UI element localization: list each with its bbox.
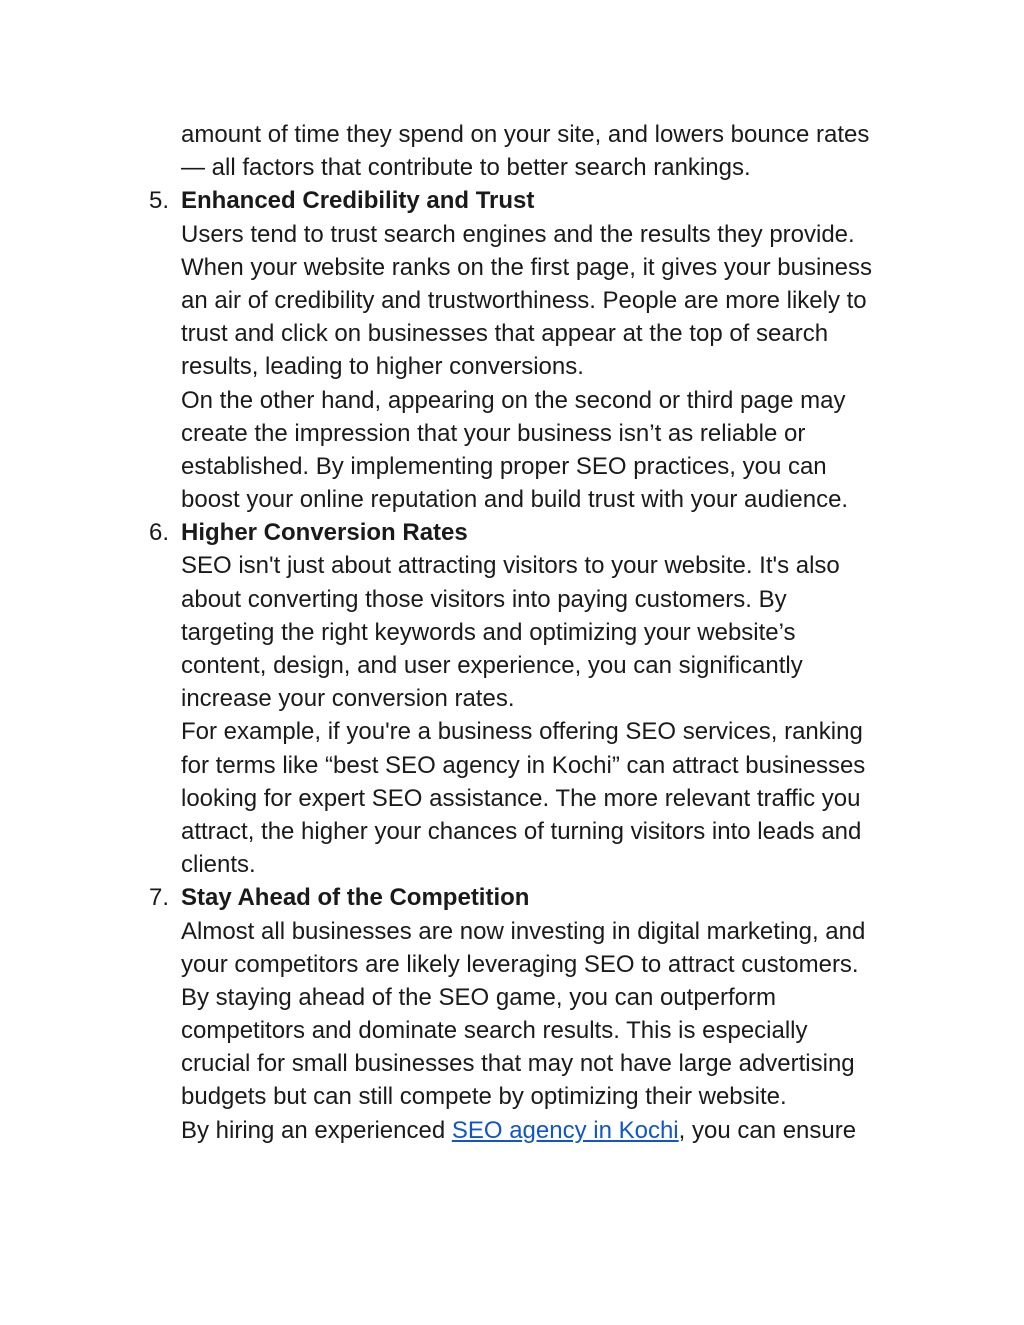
paragraph-line: your competitors are likely leveraging SEO to attract customers.	[181, 950, 859, 978]
paragraph-line: crucial for small businesses that may not have large advertising	[181, 1050, 855, 1078]
list-item-heading	[0, 184, 1024, 217]
paragraph-line: — all factors that contribute to better search rankings.	[181, 154, 751, 182]
paragraph-line: On the other hand, appearing on the second or third page may	[181, 386, 846, 414]
paragraph-line: create the impression that your business isn’t as reliable or	[181, 419, 806, 447]
paragraph-line: for terms like “best SEO agency in Kochi” can attract businesses	[181, 751, 866, 779]
document-body	[0, 118, 1024, 1147]
link-prefix-text: By hiring an experienced	[181, 1116, 452, 1144]
list-item-title: Higher Conversion Rates	[181, 519, 468, 547]
paragraph-line: SEO isn't just about attracting visitors to your website. It's also	[181, 552, 840, 580]
paragraph-line: budgets but can still compete by optimizing their website.	[181, 1083, 787, 1111]
paragraph-line: Almost all businesses are now investing in digital marketing, and	[181, 917, 866, 945]
paragraph-line: an air of credibility and trustworthiness. People are more likely to	[181, 286, 867, 314]
paragraph-line: clients.	[181, 851, 256, 879]
paragraph-line: established. By implementing proper SEO practices, you can	[181, 452, 827, 480]
paragraph-line: When your website ranks on the first page, it gives your business	[181, 253, 873, 281]
paragraph-line: competitors and dominate search results. This is especially	[181, 1017, 808, 1045]
paragraph-line: content, design, and user experience, you can significantly	[181, 652, 803, 679]
list-item-title: Enhanced Credibility and Trust	[181, 187, 535, 215]
seo-agency-kochi-link[interactable]: SEO agency in Kochi	[451, 1116, 679, 1144]
paragraph-line-with-link	[0, 1114, 1024, 1147]
paragraph-line: attract, the higher your chances of turning visitors into leads and	[181, 817, 862, 845]
list-item-heading	[0, 881, 1024, 914]
link-suffix-text: , you can ensure	[678, 1116, 857, 1144]
paragraph-line: Users tend to trust search engines and the results they provide.	[181, 220, 855, 248]
paragraph-line: increase your conversion rates.	[181, 685, 515, 713]
list-item-heading	[0, 516, 1024, 549]
paragraph-line: trust and click on businesses that appear at the top of search	[181, 320, 829, 348]
paragraph-line: boost your online reputation and build trust with your audience.	[181, 486, 849, 514]
paragraph-line: results, leading to higher conversions.	[181, 353, 584, 381]
list-item-title: Stay Ahead of the Competition	[181, 884, 530, 912]
list-number: 7.	[149, 884, 170, 912]
list-number: 5.	[149, 187, 170, 215]
paragraph-line: amount of time they spend on your site, and lowers bounce rates	[181, 121, 870, 148]
paragraph-line: looking for expert SEO assistance. The more relevant traffic you	[181, 784, 861, 812]
paragraph-line: By staying ahead of the SEO game, you can outperform	[181, 983, 777, 1011]
paragraph-line: targeting the right keywords and optimizing your website’s	[181, 618, 796, 646]
list-number: 6.	[149, 519, 170, 547]
paragraph-line: For example, if you're a business offering SEO services, ranking	[181, 718, 863, 746]
paragraph-line: about converting those visitors into paying customers. By	[181, 585, 787, 613]
